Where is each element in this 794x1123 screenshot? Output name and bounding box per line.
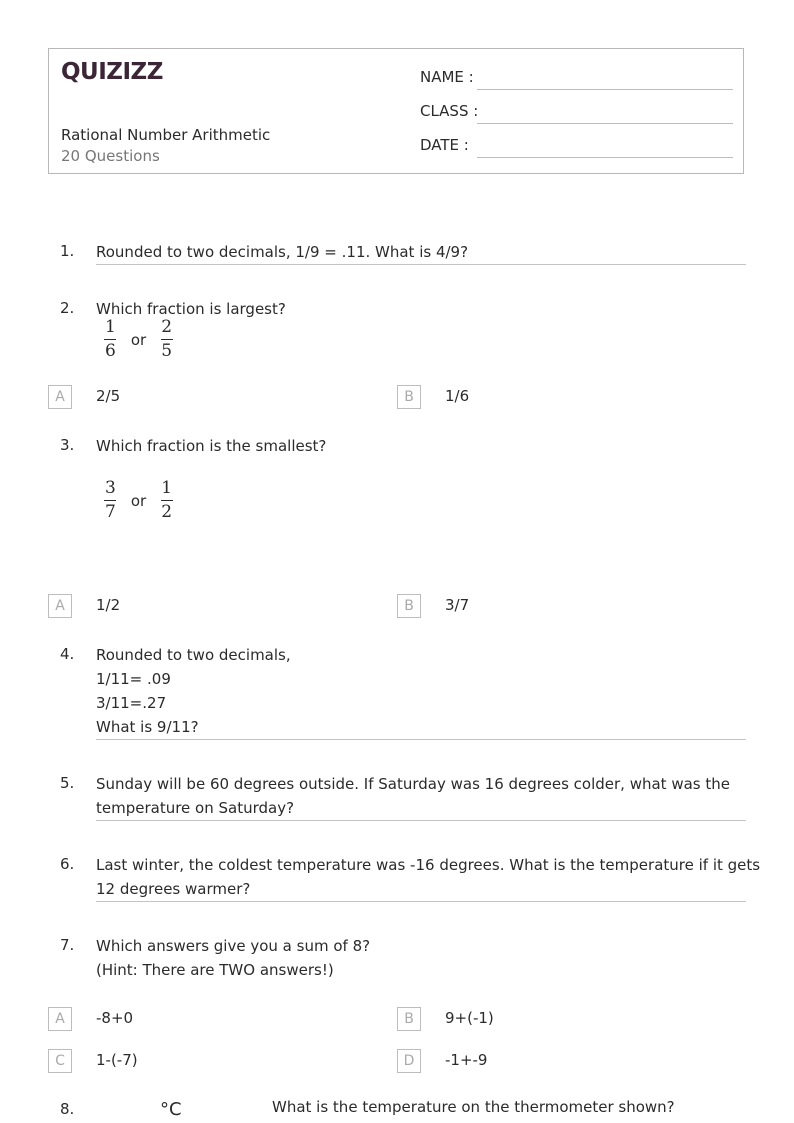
option-letter-box[interactable]: C: [48, 1049, 72, 1073]
class-label: CLASS :: [420, 102, 479, 120]
date-line[interactable]: [477, 157, 733, 158]
date-label: DATE :: [420, 136, 469, 154]
name-line[interactable]: [477, 89, 733, 90]
question-text: Rounded to two decimals, 1/11= .09 3/11=.27 What is 9/11?: [96, 646, 291, 736]
answer-line[interactable]: [96, 739, 746, 740]
worksheet-title: Rational Number Arithmetic: [61, 126, 271, 144]
fraction-two-fifths: $\frac{2}{5}$: [161, 317, 173, 361]
question-text: Rounded to two decimals, 1/9 = .11. What is 4/9?: [96, 243, 469, 261]
question-text: Sunday will be 60 degrees outside. If Saturday was 16 degrees colder, what was the temperature on Saturday?: [96, 775, 730, 817]
fraction-three-sevenths: $\frac{3}{7}$: [105, 478, 116, 522]
option-letter-box[interactable]: B: [397, 1007, 421, 1031]
option-letter-box[interactable]: A: [48, 594, 72, 618]
option-value: 3/7: [445, 596, 470, 614]
fraction-one-half: $\frac{1}{2}$: [161, 478, 173, 522]
question-text: Which answers give you a sum of 8? (Hint: There are TWO answers!): [96, 937, 371, 979]
question-text: Which fraction is largest?: [96, 300, 286, 318]
fraction-comparison: [104, 479, 173, 522]
question-number: 7.: [60, 936, 75, 954]
option-value: 2/5: [96, 387, 121, 405]
celsius-unit-label: °C: [160, 1099, 182, 1120]
answer-line[interactable]: [96, 901, 746, 902]
option-value: -8+0: [96, 1009, 134, 1027]
fraction-comparison: [104, 318, 173, 361]
option-letter-box[interactable]: B: [397, 594, 421, 618]
option-value: 1/2: [96, 596, 121, 614]
question-number: 3.: [60, 436, 75, 454]
question-number: 1.: [60, 242, 75, 260]
question-text: Last winter, the coldest temperature was -16 degrees. What is the temperature if it gets 12 degrees warmer?: [96, 856, 761, 898]
question-number: 6.: [60, 855, 75, 873]
quizizz-logo: QUIZIZZ: [61, 59, 163, 85]
answer-line[interactable]: [96, 820, 746, 821]
or-text: or: [130, 491, 147, 510]
option-letter-box[interactable]: A: [48, 385, 72, 409]
name-label: NAME :: [420, 68, 474, 86]
option-letter-box[interactable]: D: [397, 1049, 421, 1073]
fraction-one-sixth: $\frac{1}{6}$: [105, 317, 116, 361]
question-number: 4.: [60, 645, 75, 663]
question-text: What is the temperature on the thermometer shown?: [272, 1098, 675, 1116]
answer-line[interactable]: [96, 264, 746, 265]
option-letter-box[interactable]: B: [397, 385, 421, 409]
option-value: 1-(-7): [96, 1051, 138, 1069]
option-value: 1/6: [445, 387, 470, 405]
question-count: 20 Questions: [61, 147, 160, 165]
name-field[interactable]: [420, 68, 733, 90]
date-field[interactable]: [420, 136, 733, 158]
class-line[interactable]: [477, 123, 733, 124]
question-number: 8.: [60, 1100, 75, 1118]
question-number: 5.: [60, 774, 75, 792]
class-field[interactable]: [420, 102, 733, 124]
option-letter-box[interactable]: A: [48, 1007, 72, 1031]
option-value: 9+(-1): [445, 1009, 494, 1027]
or-text: or: [130, 330, 147, 349]
worksheet-header: [48, 48, 744, 174]
question-number: 2.: [60, 299, 75, 317]
question-text: Which fraction is the smallest?: [96, 437, 327, 455]
option-value: -1+-9: [445, 1051, 488, 1069]
